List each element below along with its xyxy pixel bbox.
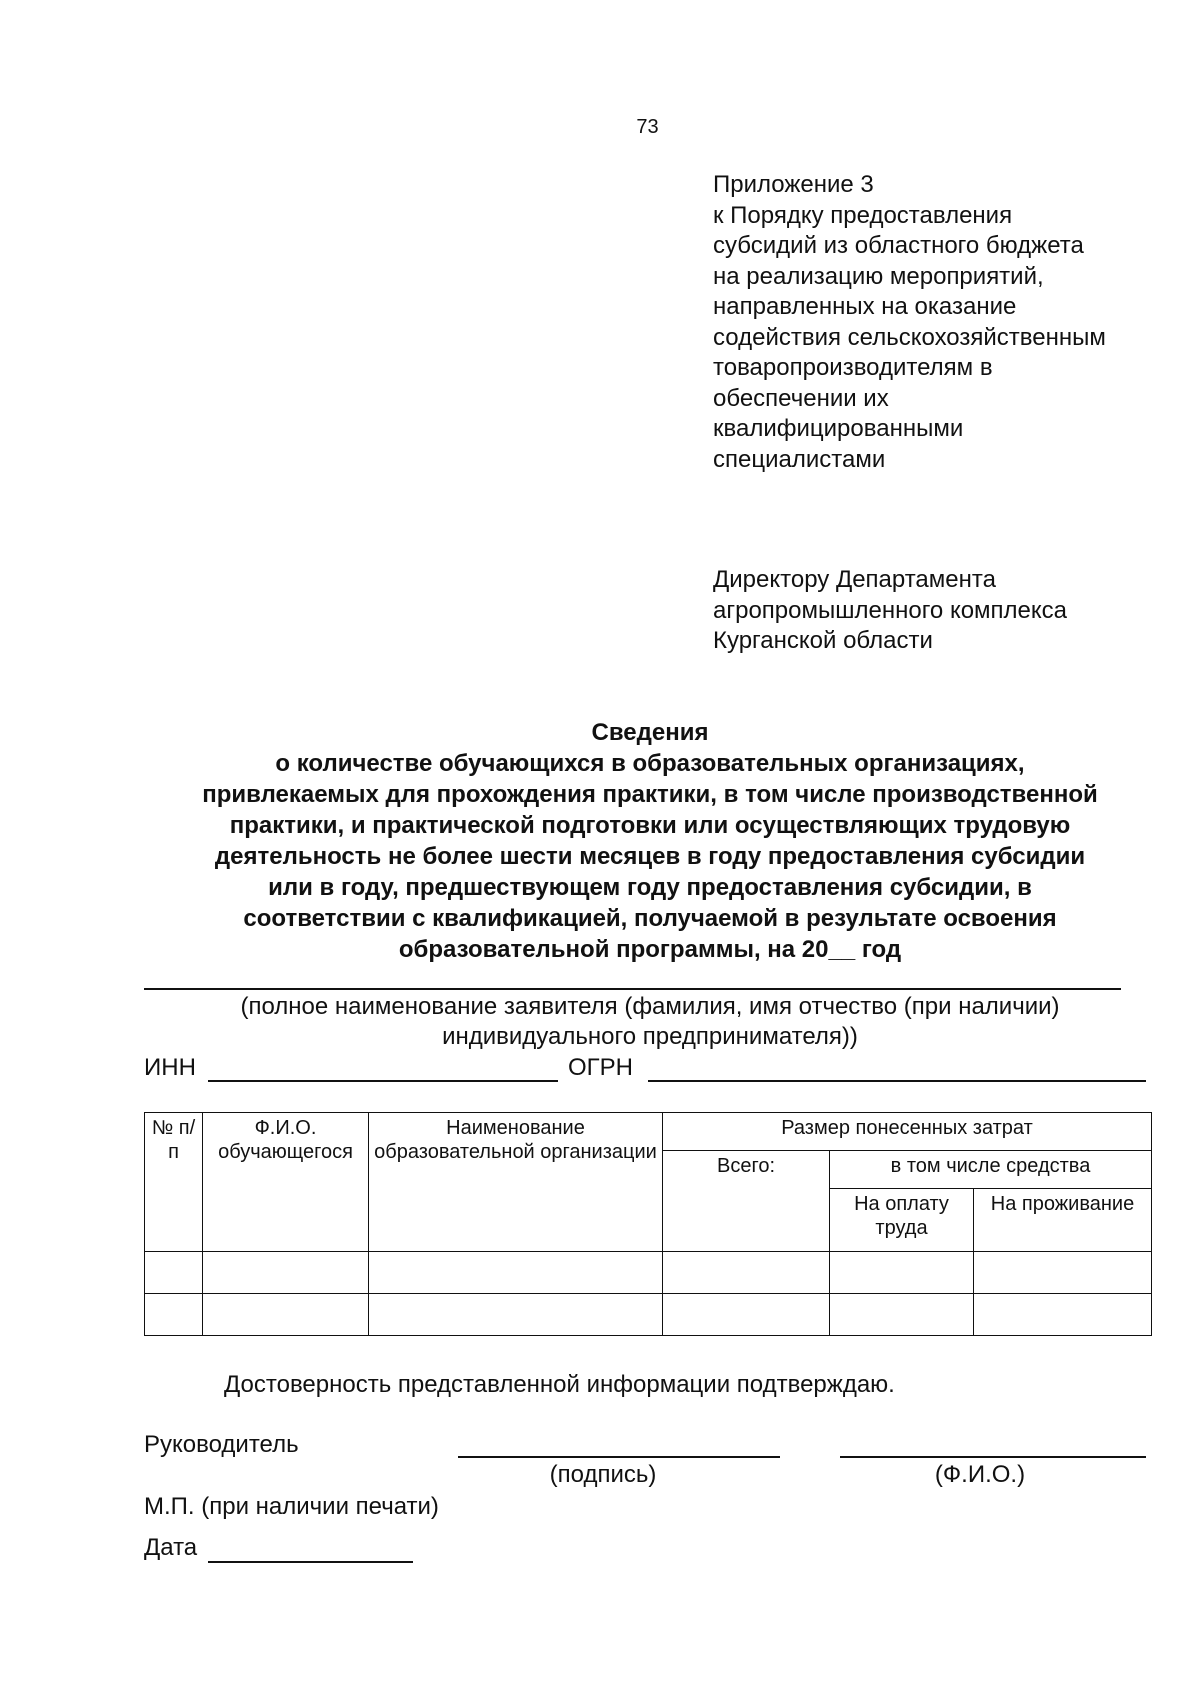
inn-field-line[interactable] — [208, 1080, 558, 1082]
appendix-line: квалифицированными — [713, 415, 964, 442]
ogrn-field-line[interactable] — [648, 1080, 1146, 1082]
applicant-caption-line1: (полное наименование заявителя (фамилия, имя отчество (при наличии) — [240, 993, 1060, 1020]
table-cell[interactable] — [974, 1252, 1152, 1294]
table-cell[interactable] — [663, 1252, 830, 1294]
table-cell[interactable] — [830, 1252, 974, 1294]
header-total: Всего: — [663, 1151, 830, 1252]
ogrn-label: ОГРН — [568, 1054, 634, 1081]
title-line: Сведения — [591, 719, 709, 746]
head-label: Руководитель — [144, 1431, 299, 1458]
document-title — [140, 717, 1160, 965]
table-row — [145, 1294, 1152, 1336]
appendix-block — [713, 170, 1183, 475]
date-field-line[interactable] — [208, 1561, 413, 1563]
table-cell[interactable] — [145, 1252, 203, 1294]
stamp-note: М.П. (при наличии печати) — [144, 1493, 439, 1520]
table-cell[interactable] — [203, 1252, 369, 1294]
applicant-name-line[interactable] — [144, 988, 1121, 990]
table-cell[interactable] — [369, 1294, 663, 1336]
table-cell[interactable] — [974, 1294, 1152, 1336]
header-including-group: в том числе средства — [830, 1151, 1152, 1189]
appendix-line: товаропроизводителям в — [713, 354, 993, 381]
title-line: привлекаемых для прохождения практики, в том числе производственной — [202, 781, 1098, 808]
appendix-line: Приложение 3 — [713, 171, 874, 198]
appendix-line: специалистами — [713, 445, 886, 473]
addressee-line: агропромышленного комплекса — [713, 596, 1068, 624]
title-line: деятельность не более шести месяцев в году предоставления субсидии — [214, 843, 1086, 870]
title-line: образовательной программы, на 20__ год — [398, 936, 902, 963]
page-number: 73 — [636, 116, 659, 138]
appendix-line: субсидий из областного бюджета — [713, 232, 1084, 259]
appendix-line: направленных на оказание — [713, 293, 1017, 320]
title-line: о количестве обучающихся в образовательных организациях, — [275, 750, 1025, 777]
header-num: № п/п — [145, 1113, 203, 1252]
title-line: или в году, предшествующем году предоставления субсидии, в — [268, 874, 1032, 901]
header-housing: На проживание — [974, 1189, 1152, 1252]
table-cell[interactable] — [830, 1294, 974, 1336]
addressee-line: Директору Департамента — [713, 566, 996, 593]
signature-line[interactable] — [458, 1456, 780, 1458]
header-fio: Ф.И.О. обучающегося — [203, 1113, 369, 1252]
table-cell[interactable] — [663, 1294, 830, 1336]
date-label: Дата — [144, 1534, 198, 1561]
header-org: Наименование образовательной организации — [369, 1113, 663, 1252]
header-salary: На оплату труда — [830, 1189, 974, 1252]
appendix-line: на реализацию мероприятий, — [713, 262, 1044, 290]
appendix-line: обеспечении их — [713, 384, 889, 412]
table-cell[interactable] — [145, 1294, 203, 1336]
name-line[interactable] — [840, 1456, 1146, 1458]
applicant-caption — [140, 992, 1160, 1052]
table-cell[interactable] — [369, 1252, 663, 1294]
title-line: практики, и практической подготовки или осуществляющих трудовую — [229, 812, 1071, 839]
addressee-line: Курганской области — [713, 627, 933, 654]
signature-caption: (подпись) — [549, 1461, 657, 1488]
table-row — [145, 1252, 1152, 1294]
name-caption: (Ф.И.О.) — [934, 1461, 1026, 1488]
appendix-line: к Порядку предоставления — [713, 201, 1013, 229]
inn-label: ИНН — [144, 1054, 196, 1081]
applicant-caption-line2: индивидуального предпринимателя)) — [442, 1023, 858, 1050]
appendix-line: содействия сельскохозяйственным — [713, 323, 1106, 351]
addressee-block — [713, 565, 1183, 657]
confirmation-text: Достоверность представленной информации подтверждаю. — [224, 1371, 895, 1398]
title-line: соответствии с квалификацией, получаемой в результате освоения — [243, 905, 1057, 932]
table-cell[interactable] — [203, 1294, 369, 1336]
header-costs-group: Размер понесенных затрат — [663, 1113, 1152, 1151]
costs-table — [144, 1112, 1152, 1336]
